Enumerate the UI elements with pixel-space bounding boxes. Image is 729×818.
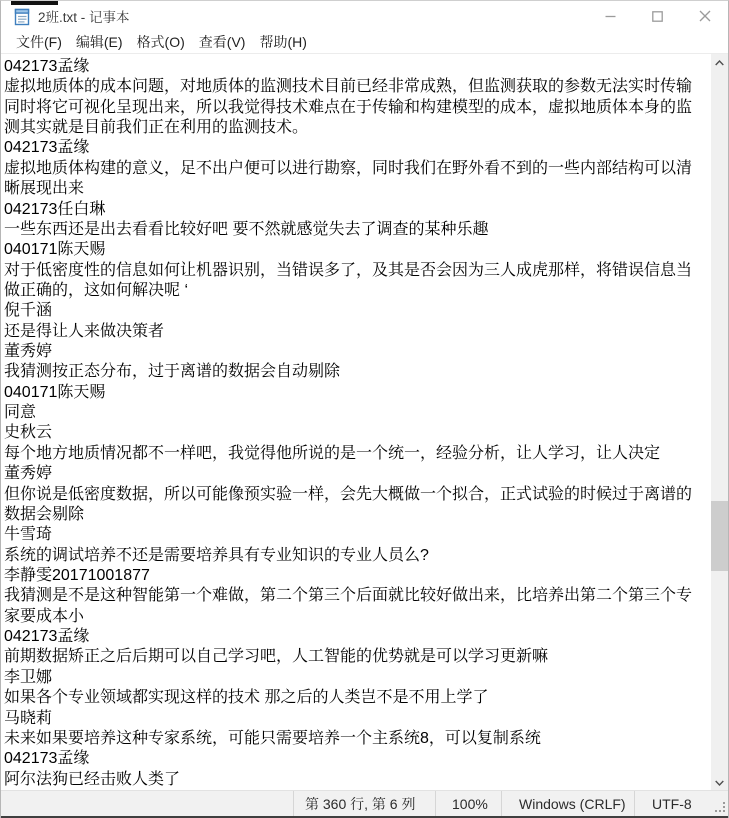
- text-line: 如果各个专业领域都实现这样的技术 那之后的人类岂不是不用上学了: [4, 689, 489, 707]
- vertical-scrollbar[interactable]: [711, 54, 728, 791]
- text-line: 牛雪琦: [4, 526, 53, 544]
- notepad-app-icon: [14, 7, 31, 26]
- text-line: 测其实就是目前我们正在利用的监测技术。: [4, 119, 309, 137]
- chevron-down-icon: [715, 780, 724, 786]
- screenshot-artifact-strip: [11, 1, 58, 5]
- menu-item[interactable]: 帮助(H): [259, 34, 307, 50]
- text-line: 同意: [4, 404, 37, 422]
- window-controls: [587, 1, 728, 31]
- text-line: 但你说是低密度数据，所以可能像预实验一样，会先大概做一个拟合，正式试验的时候过于离谱的: [4, 485, 693, 503]
- menu-item[interactable]: 编辑(E): [75, 34, 123, 50]
- chevron-up-icon: [715, 60, 724, 66]
- text-line: 董秀婷: [4, 343, 53, 361]
- menu-item[interactable]: 文件(F): [16, 34, 62, 50]
- text-line: 042173任白琳: [4, 200, 106, 218]
- text-line: 马晓莉: [4, 709, 53, 727]
- text-line: 对于低密度性的信息如何让机器识别，当错误多了，及其是否会因为三人成虎那样，将错误信息当: [4, 261, 693, 279]
- text-line: 每个地方地质情况都不一样吧，我觉得他所说的是一个统一，经验分析，让人学习，让人决定: [4, 444, 661, 462]
- text-line: 042173孟缘: [4, 628, 90, 646]
- text-line: 042173孟缘: [4, 139, 90, 157]
- text-line: 家要成本小: [4, 607, 85, 625]
- minimize-button[interactable]: [587, 1, 634, 31]
- text-line: 李卫娜: [4, 668, 53, 686]
- scrollbar-thumb[interactable]: [711, 501, 728, 571]
- minimize-icon: [605, 11, 616, 22]
- status-bar: [1, 790, 728, 818]
- text-line: 040171陈天赐: [4, 383, 106, 401]
- status-cursor-position: 第 360 行, 第 6 列: [293, 791, 435, 816]
- text-editor-area[interactable]: [1, 54, 713, 791]
- scroll-down-button[interactable]: [711, 774, 728, 791]
- text-line: 做正确的，这如何解决呢 ‘: [4, 281, 189, 299]
- close-icon: [699, 10, 711, 22]
- status-line-ending: Windows (CRLF): [501, 791, 634, 816]
- maximize-button[interactable]: [634, 1, 681, 31]
- text-line: 042173孟缘: [4, 750, 90, 768]
- text-line: 同时将它可视化呈现出来，所以我觉得技术难点在于传输和构建模型的成本，虚拟地质体本身的监: [4, 98, 693, 116]
- menu-bar: [1, 31, 728, 54]
- text-line: 还是得让人来做决策者: [4, 322, 165, 340]
- text-line: 倪千涵: [4, 302, 53, 320]
- resize-grip[interactable]: [715, 802, 725, 812]
- text-line: 虚拟地质体构建的意义，足不出户便可以进行勘察，同时我们在野外看不到的一些内部结构可以清: [4, 159, 693, 177]
- text-line: 前期数据矫正之后后期可以自己学习吧，人工智能的优势就是可以学习更新嘛: [4, 648, 549, 666]
- text-line: 李静雯20171001877: [4, 566, 150, 584]
- text-line: 未来如果要培养这种专家系统，可能只需要培养一个主系统8，可以复制系统: [4, 729, 541, 747]
- title-bar[interactable]: [1, 1, 728, 31]
- status-zoom-level: 100%: [435, 791, 501, 816]
- text-line: 晰展现出来: [4, 180, 85, 198]
- close-button[interactable]: [681, 1, 728, 31]
- maximize-icon: [652, 11, 663, 22]
- text-line: 董秀婷: [4, 465, 53, 483]
- text-line: 史秋云: [4, 424, 53, 442]
- text-line: 系统的调试培养不还是需要培养具有专业知识的专业人员么?: [4, 546, 429, 564]
- menu-item[interactable]: 查看(V): [198, 34, 246, 50]
- text-line: 我猜测是不是这种智能第一个难做，第二个第三个后面就比较好做出来，比培养出第二个第三个专: [4, 587, 693, 605]
- status-spacer: [1, 791, 293, 816]
- text-line: 我猜测按正态分布，过于离谱的数据会自动剔除: [4, 363, 341, 381]
- text-line: 042173孟缘: [4, 58, 90, 75]
- window-title: 2班.txt - 记事本: [38, 10, 130, 25]
- scroll-up-button[interactable]: [711, 54, 728, 71]
- text-line: 阿尔法狗已经击败人类了: [4, 770, 181, 788]
- text-line: 数据会剔除: [4, 505, 85, 523]
- menu-item[interactable]: 格式(O): [136, 34, 185, 50]
- status-encoding: UTF-8: [634, 791, 728, 816]
- text-line: 040171陈天赐: [4, 241, 106, 259]
- text-line: 虚拟地质体的成本问题，对地质体的监测技术目前已经非常成熟，但监测获取的参数无法实时传输: [4, 78, 693, 96]
- text-line: 一些东西还是出去看看比较好吧 要不然就感觉失去了调查的某种乐趣: [4, 220, 489, 238]
